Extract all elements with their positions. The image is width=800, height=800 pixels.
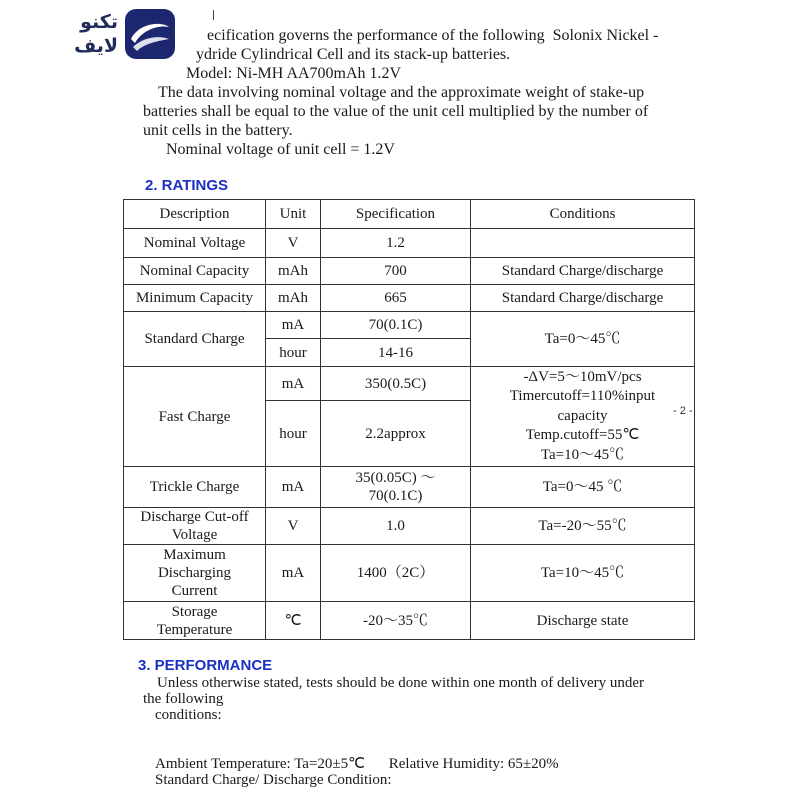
logo-icon [125,9,175,59]
row-spec: 70(0.1C) [321,312,471,339]
model-line: Model: Ni-MH AA700mAh 1.2V [186,65,402,82]
header-unit: Unit [266,200,321,229]
spec-line: 35(0.05C) ～ [355,470,436,486]
row-spec: 2.2approx [321,401,471,467]
desc-line: Current [171,583,218,599]
row-unit: V [266,508,321,545]
table-row [124,367,695,401]
row-spec: 1400（2C） [321,545,471,602]
row-unit: hour [266,339,321,367]
intro-line-1 [207,26,658,45]
header-conditions: Conditions [471,200,695,229]
row-desc [124,508,266,545]
performance-line-3: conditions: [155,707,222,723]
performance-line-2: the following [143,691,224,707]
row-desc [124,602,266,640]
spec-line: 70(0.1C) [368,488,423,504]
intro-para-line-3: unit cells in the battery. [143,122,293,139]
row-spec [321,467,471,508]
ratings-heading: 2. RATINGS [145,177,229,194]
row-desc: Minimum Capacity [124,285,266,312]
performance-line-1: Unless otherwise stated, tests should be done within one month of delivery under [157,675,644,691]
desc-line: Maximum [163,547,226,563]
intro-para-line-2: batteries shall be equal to the value of the unit cell multiplied by the number of [143,103,649,120]
table-row [124,285,695,312]
table-row [124,467,695,508]
relative-humidity: Relative Humidity: 65±20% [388,756,559,772]
header-specification: Specification [321,200,471,229]
row-desc [124,545,266,602]
row-cond: Discharge state [471,602,695,640]
performance-heading: 3. PERFORMANCE [138,657,273,674]
brand-name: Solonix Nickel - [552,27,659,44]
cond-line: -ΔV=5～10mV/pcs [523,368,642,385]
row-unit: V [266,229,321,258]
row-cond: Ta=-20～55℃ [471,508,695,545]
row-desc: Nominal Voltage [124,229,266,258]
row-spec: 1.2 [321,229,471,258]
desc-line: Voltage [171,527,218,543]
row-spec: 1.0 [321,508,471,545]
table-row [124,508,695,545]
intro-line-2: ydride Cylindrical Cell and its stack-up batteries. [196,46,511,63]
row-unit: hour [266,401,321,467]
table-row [124,602,695,640]
row-spec: 700 [321,258,471,285]
row-unit: ℃ [266,602,321,640]
row-unit: mA [266,367,321,401]
row-spec: 665 [321,285,471,312]
row-unit: mA [266,467,321,508]
row-unit: mA [266,545,321,602]
row-unit: mAh [266,258,321,285]
row-desc: Nominal Capacity [124,258,266,285]
table-header-row [124,200,695,229]
desc-line: Discharge Cut-off [140,509,249,525]
row-cond [471,367,695,467]
row-spec: -20～35℃ [321,602,471,640]
row-cond [471,229,695,258]
row-spec: 350(0.5C) [321,367,471,401]
row-cond: Ta=0～45℃ [471,312,695,367]
standard-condition-line: Standard Charge/ Discharge Condition: [155,772,392,788]
cond-line: Temp.cutoff=55℃ [525,427,640,444]
ratings-table [123,199,695,640]
logo-text-line2: لایف [74,35,118,57]
row-cond: Standard Charge/discharge [471,258,695,285]
header-description: Description [124,200,266,229]
desc-line: Temperature [156,621,233,638]
row-cond: Ta=10～45℃ [471,545,695,602]
table-row [124,545,695,602]
top-mark [207,10,214,20]
intro-para-line-1: The data involving nominal voltage and the approximate weight of stake-up [158,84,645,101]
intro-line-1-text: ecification governs the performance of the following [207,27,545,44]
ambient-temperature: Ambient Temperature: Ta=20±5℃ [155,756,365,772]
table-row [124,312,695,339]
page-marker: - 2 - [673,405,693,417]
cond-line: Timercutoff=110%input [509,388,656,405]
row-desc: Standard Charge [124,312,266,367]
row-unit: mAh [266,285,321,312]
row-desc: Trickle Charge [124,467,266,508]
row-unit: mA [266,312,321,339]
desc-line: Discharging [157,565,232,581]
nominal-voltage-line: Nominal voltage of unit cell = 1.2V [166,141,395,158]
row-desc: Fast Charge [124,367,266,467]
logo-text-line1: تکنو [80,11,118,33]
desc-line: Storage [171,603,218,620]
table-row [124,229,695,258]
row-cond: Standard Charge/discharge [471,285,695,312]
row-cond: Ta=0～45 ℃ [471,467,695,508]
table-row [124,258,695,285]
row-spec: 14-16 [321,339,471,367]
cond-line: Ta=10～45℃ [540,446,625,463]
cond-line: capacity [557,407,608,424]
